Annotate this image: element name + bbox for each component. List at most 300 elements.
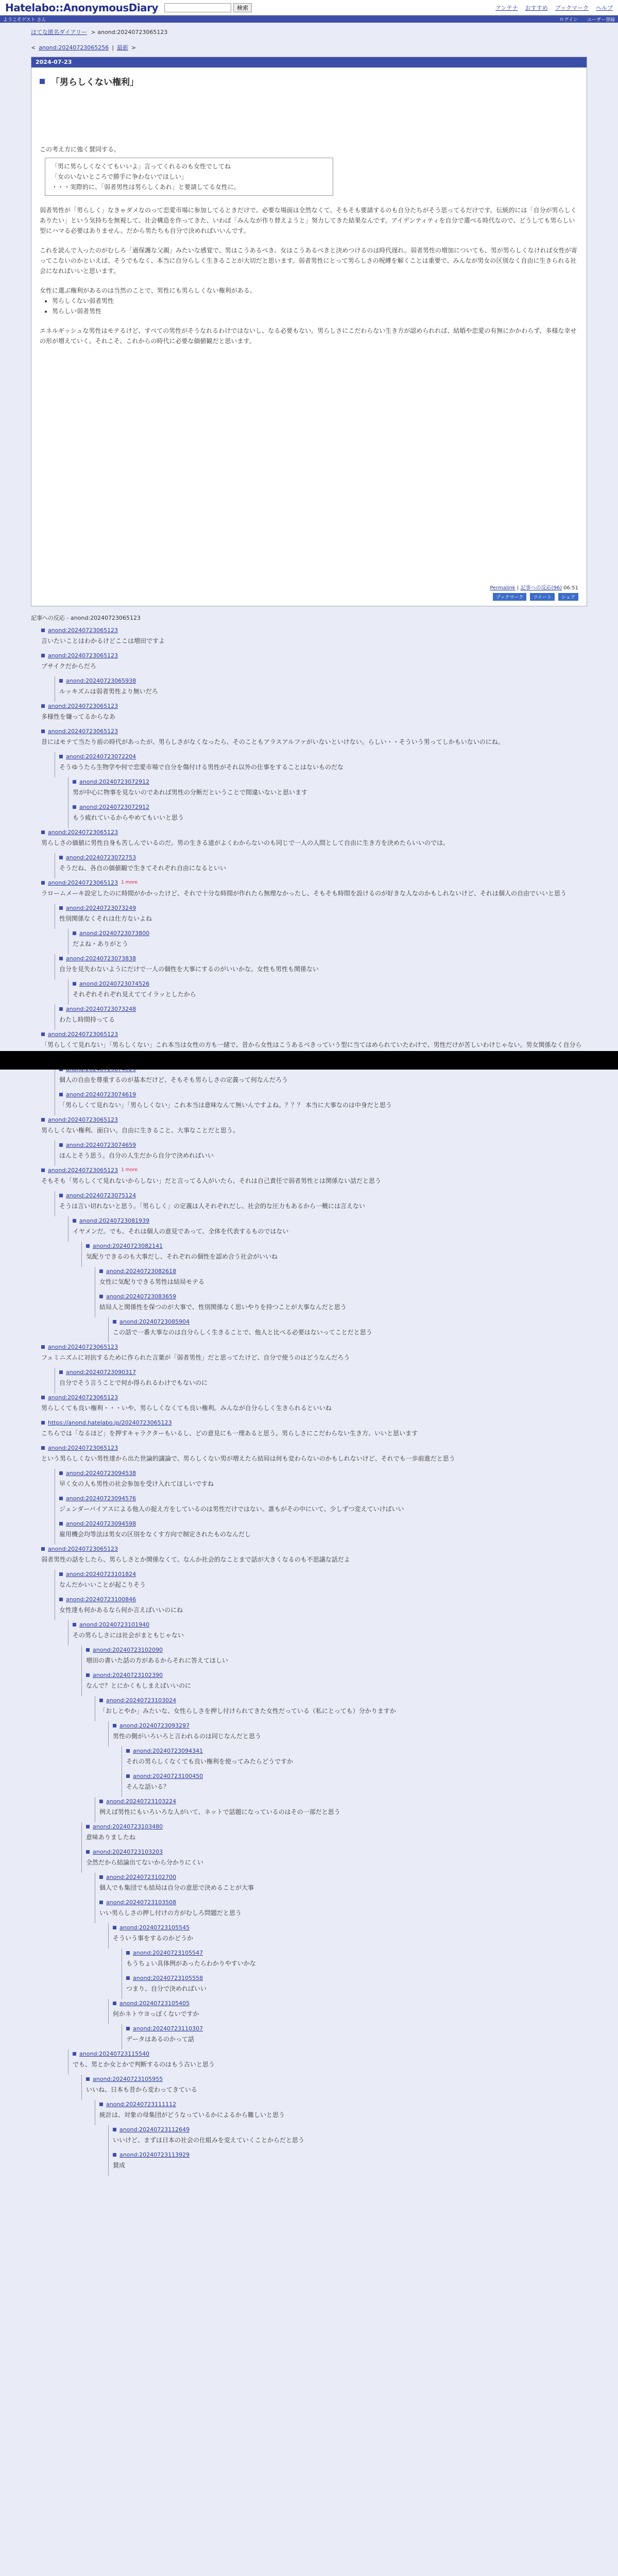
- comment-text: フェミニズムに対抗するために作られた言葉が「弱者男性」だと思ってたけど、自分で使うのはどうなんだろう: [41, 1354, 350, 1361]
- comment-text: 雇用機会均等法は男女の区別をなくす方向で制定されたものなんだし: [59, 1531, 251, 1538]
- comment-bullet-icon: [41, 1168, 45, 1172]
- comment-text: 統計は、対象の母集団がどうなっているかによるから難しいと思う: [99, 2111, 285, 2119]
- comment-id-link[interactable]: anond:20240723065123: [48, 626, 118, 634]
- comment-text: つまり、自分で決めればいい: [126, 1985, 207, 1992]
- comment-bullet-icon: [59, 1007, 63, 1011]
- comment-text: 自分を見失わないようにだけで一人の個性を大事にするのがいいかな。女性も男性も関係ない: [59, 965, 319, 973]
- comment-id-link[interactable]: anond:20240723105955: [93, 2075, 163, 2082]
- comment-node: [41, 1444, 587, 1469]
- comment-bullet-icon: [99, 1800, 103, 1803]
- comment-text: 「おしとやか」みたいな、女性らしさを押し付けられてきた女性だっている（私にとっても）分かりますか: [99, 1707, 396, 1715]
- comment-id-link[interactable]: https://anond.hatelabo.jp/20240723065123: [48, 1419, 172, 1426]
- comment-bullet-icon: [86, 2077, 90, 2081]
- comment-node: [95, 1797, 587, 1822]
- comment-bullet-icon: [113, 1724, 116, 1727]
- top-bar: [0, 0, 618, 15]
- comment-text: 意味ありましたね: [86, 1834, 136, 1841]
- reactions-link[interactable]: 記事への反応(96): [520, 585, 562, 591]
- comment-id-link[interactable]: anond:20240723065123: [48, 1545, 118, 1552]
- comment-text: 言いたいことはわかるけどここは増田ですよ: [41, 637, 165, 645]
- comment-id-link[interactable]: anond:20240723074659: [66, 1141, 136, 1148]
- comment-bullet-icon: [99, 1875, 103, 1879]
- comment-id-link[interactable]: anond:20240723105547: [133, 1949, 203, 1956]
- article-footer: Permalink | 記事への反応(96) 06:51: [490, 585, 578, 591]
- comment-head: [59, 1494, 587, 1502]
- comment-id-link[interactable]: anond:20240723065123: [48, 702, 118, 709]
- comment-bullet-icon: [86, 1244, 90, 1248]
- comment-head: [99, 1696, 587, 1704]
- comment-node: [108, 1721, 587, 1747]
- comment-head: [59, 1595, 587, 1603]
- comment-head: [73, 979, 587, 988]
- comment-text: 自分でそう言うことで何か得られるわけでもないのに: [59, 1379, 208, 1386]
- welcome-text: ようこそゲスト さん: [3, 17, 46, 23]
- comment-tree: [0, 626, 618, 2176]
- comment-text: データはあるのかって話: [126, 2036, 195, 2043]
- comment-text: 多様性を嫌ってるからなあ: [41, 713, 116, 720]
- comment-head: [41, 878, 587, 887]
- comment-head: [126, 1948, 587, 1957]
- login-link[interactable]: ログイン: [559, 17, 578, 23]
- link-recommend[interactable]: おすすめ: [525, 4, 548, 11]
- comment-id-link[interactable]: anond:20240723110307: [133, 2025, 203, 2032]
- comment-id-link[interactable]: anond:20240723065938: [66, 677, 136, 684]
- comment-head: [41, 1343, 587, 1351]
- comment-id-link[interactable]: anond:20240723103024: [106, 1697, 177, 1704]
- comment-id-link[interactable]: anond:20240723111112: [106, 2100, 177, 2108]
- comment-bullet-icon: [59, 1370, 63, 1374]
- comment-node: [55, 1570, 587, 1595]
- comment-node: [68, 1620, 587, 1646]
- comment-text: 全然だから結論出てないから分かりにくい: [86, 1859, 204, 1866]
- breadcrumb: はてな匿名ダイアリー > anond:20240723065123: [31, 29, 168, 36]
- comment-text: 男らしさの価値に男性自身も苦しんでいるのだ。男の生きる道がよくわからないのも同じで一人の人間として自由に生き方を決めたらいいのでは。: [41, 839, 450, 846]
- comment-id-link[interactable]: anond:20240723073249: [66, 904, 136, 911]
- comment-text: 何かネトウヨっぽくないですか: [113, 2010, 199, 2018]
- comment-id-link[interactable]: anond:20240723072753: [66, 854, 136, 861]
- article-body: [31, 144, 587, 357]
- link-help[interactable]: ヘルプ: [596, 4, 613, 11]
- comment-node: [122, 1772, 587, 1797]
- comment-text: 男性の側がいろいろと言われるのは同じなんだと思う: [113, 1733, 262, 1740]
- comment-node: [55, 1005, 587, 1030]
- comment-text: そんな話いる？: [126, 1783, 170, 1790]
- comment-head: [59, 1191, 587, 1199]
- comment-head: [59, 752, 587, 760]
- comment-id-link[interactable]: anond:20240723100846: [66, 1596, 136, 1603]
- comment-node: [95, 2100, 587, 2125]
- comment-node: [41, 727, 587, 752]
- comment-bullet-icon: [113, 2153, 116, 2157]
- comment-bullet-icon: [73, 2052, 76, 2056]
- comment-head: [59, 1090, 587, 1098]
- comment-head: [59, 1368, 587, 1376]
- comment-node: [81, 1671, 587, 1696]
- comment-bullet-icon: [59, 1497, 63, 1500]
- comment-text: イヤメンだ。でも、それは個人の意見であって、全体を代表するものではない: [73, 1228, 289, 1235]
- comment-head: [73, 803, 587, 811]
- comment-text: なんだかいいことが起こりそう: [59, 1581, 146, 1588]
- comment-id-link[interactable]: anond:20240723065123: [48, 1030, 118, 1038]
- comment-id-link[interactable]: anond:20240723065123: [48, 652, 118, 659]
- comment-id-link[interactable]: anond:20240723103508: [106, 1899, 177, 1906]
- comment-bullet-icon: [41, 629, 45, 632]
- comment-bullet-icon: [126, 2027, 130, 2030]
- comment-id-link[interactable]: anond:20240723074526: [79, 980, 150, 987]
- comment-bullet-icon: [59, 1143, 63, 1147]
- comment-node: [41, 1418, 587, 1444]
- comment-id-link[interactable]: anond:20240723081939: [79, 1217, 150, 1224]
- comment-id-link[interactable]: anond:20240723112649: [119, 2126, 190, 2133]
- comment-bullet-icon: [86, 1850, 90, 1854]
- comment-id-link[interactable]: anond:20240723083659: [106, 1293, 177, 1300]
- search-button[interactable]: 検索: [233, 3, 252, 12]
- comment-node: [81, 1646, 587, 1671]
- comment-text: なんで？とにかくもしまえばいいのに: [86, 1682, 192, 1689]
- comment-text: いいね、日本も昔から変わってきている: [86, 2086, 197, 2093]
- comment-bullet-icon: [73, 982, 76, 986]
- comment-head: [41, 651, 587, 659]
- comment-text: 女性達も何かあるなら何か言えばいいのにね: [59, 1606, 183, 1614]
- comment-head: [59, 1469, 587, 1477]
- article-paragraph: これを読んで入ったのがむしろ「過保護な父親」みたいな感覚で、男はこうあるべき、女はこうあるべきと決めつけるのは時代遅れ。弱者男性の増加についても、男が男らしくなければ女性が寄ってこないのかといえば、そうでもなく、本当に自分らしく生きることが大切だと思います。弱者男性にとって男らしさの呪縛を解くことは重要で、みんなが男女の区別なく自由に生きられる社会になればいいと思います。: [40, 247, 577, 275]
- comment-node: [41, 626, 587, 651]
- comment-node: [95, 1898, 587, 1923]
- comment-node: [41, 1545, 587, 1570]
- comment-head: [99, 1898, 587, 1906]
- comment-node: [108, 2150, 587, 2176]
- comment-id-link[interactable]: anond:20240723115540: [79, 2050, 150, 2057]
- comment-node: [122, 1974, 587, 1999]
- comment-head: [73, 1620, 587, 1629]
- comment-text: こちらでは「なるほど」を押すキャラクターもいるし、どの意見にも一理あると思う。男らしさにこだわらない生き方、いいと思います: [41, 1430, 418, 1437]
- comment-text: 「男らしくて見れない」「男らしくない」これ本当は意味なんて無いんですよね。？？？ 本当に大事なのは中身だと思う: [59, 1101, 392, 1109]
- comment-id-link[interactable]: anond:20240723093297: [119, 1722, 190, 1729]
- comment-head: [99, 1292, 587, 1300]
- prev-entry-link[interactable]: anond:20240723065256: [39, 44, 109, 51]
- link-antenna[interactable]: アンテナ: [495, 4, 518, 11]
- sub-bar: [0, 15, 618, 23]
- comment-node: [68, 979, 587, 1005]
- comment-text: わたし時間持ってる: [59, 1016, 115, 1023]
- comment-id-link[interactable]: anond:20240723085904: [119, 1318, 190, 1325]
- register-link[interactable]: ユーザー登録: [587, 17, 615, 23]
- comment-id-link[interactable]: anond:20240723082618: [106, 1267, 177, 1275]
- comment-text: 男らしくない権利、面白い。自由に生きること、大事なことだと思う。: [41, 1127, 239, 1134]
- comment-text: という男らしくない男性達から出た世論的議論で、男らしくない男が増えたら結局は何も変わらないのかもしれないけど、それでも一歩前進だと思う: [41, 1455, 455, 1462]
- article-list: [52, 296, 578, 316]
- comment-bullet-icon: [41, 1032, 45, 1036]
- comment-bullet-icon: [99, 2103, 103, 2106]
- comment-head: [86, 1822, 587, 1831]
- comment-id-link[interactable]: anond:20240723075124: [66, 1192, 136, 1199]
- comment-head: [99, 1797, 587, 1805]
- comment-bullet-icon: [113, 1320, 116, 1324]
- comment-bullet-icon: [59, 679, 63, 683]
- comment-bullet-icon: [41, 1345, 45, 1349]
- comment-text: もうちょい具体例があったらわかりやすいかな: [126, 1960, 256, 1967]
- comment-id-link[interactable]: anond:20240723103203: [93, 1848, 163, 1855]
- comment-node: [108, 1317, 587, 1343]
- comment-bullet-icon: [86, 1673, 90, 1677]
- comment-id-link[interactable]: anond:20240723100450: [133, 1772, 203, 1780]
- comment-text: いい男らしさの押し付けの方がむしろ問題だと思う: [99, 1909, 242, 1917]
- comment-head: [113, 1999, 587, 2007]
- article-paragraph: 弱者男性が「男らしく」なきゃダメなのって恋愛市場に参加してるときだけで、必要な場面は全然なくて、そもそも要請するのも自分たちがそう思ってるだけです。伝統的には「自分が男らしくありたい」という気持ちを無視して、社会構造を作ってきた、いわば「みんなが作り替えようと」努力してきた結果なんです。アイデンティティを自分で選べる時代なので、どうしても男らしい型にハマる必要はありません。だから男たちも自分で決めればいいんです。: [40, 207, 577, 234]
- comment-id-link[interactable]: anond:20240723102090: [93, 1646, 163, 1653]
- comment-text: いいけど、まずは日本の社会の仕組みを変えていくことからだと思う: [113, 2137, 305, 2144]
- comment-id-link[interactable]: anond:20240723102390: [93, 1671, 163, 1679]
- comment-text: それぞれそれぞれ見えててイラッとしたから: [73, 991, 196, 998]
- article-title[interactable]: 「男らしくない権利」: [51, 77, 139, 88]
- tweet-button[interactable]: ツイート: [530, 593, 555, 601]
- comment-id-link[interactable]: anond:20240723102700: [106, 1873, 177, 1880]
- comment-text: そもそも「男らしくて見れないからしない」だと言ってる人がいたら、それは自己責任で弱者男性とは関係ない話だと思う: [41, 1177, 382, 1184]
- article-quote: [45, 158, 333, 196]
- comment-head: [126, 1772, 587, 1780]
- comment-id-link[interactable]: anond:20240723105545: [119, 1924, 190, 1931]
- comment-node: [55, 904, 587, 929]
- comment-bullet-icon: [59, 957, 63, 960]
- comment-bullet-icon: [41, 831, 45, 834]
- comment-head: [113, 2125, 587, 2133]
- comment-head: [99, 2100, 587, 2108]
- comment-node: [55, 1191, 587, 1216]
- comment-bullet-icon: [59, 1194, 63, 1197]
- comment-bullet-icon: [73, 1219, 76, 1223]
- comment-text: でも、男とか女とかで判断するのはもう古いと思う: [73, 2061, 215, 2068]
- more-badge[interactable]: 1 more: [121, 1167, 138, 1173]
- comment-id-link[interactable]: anond:20240723072912: [79, 778, 150, 785]
- comment-id-link[interactable]: anond:20240723094538: [66, 1469, 136, 1477]
- share-button[interactable]: シェア: [558, 593, 578, 601]
- comment-bullet-icon: [73, 805, 76, 809]
- comment-head: [113, 2150, 587, 2159]
- comment-id-link[interactable]: anond:20240723101824: [66, 1570, 136, 1578]
- comment-head: [73, 2049, 587, 2058]
- comment-head: [41, 1030, 587, 1038]
- comment-text: ラロームメーキ設定したのに時間がかかったけど、それで十分な時間が作れたら無理なかったし、そもそも時間を設けるのが好きな人なのかもしれないけど、それは個人の自由でいいと思う: [41, 890, 567, 897]
- comment-head: [86, 2075, 587, 2083]
- comment-head: [41, 1444, 587, 1452]
- comment-head: [59, 1570, 587, 1578]
- comment-head: [86, 1848, 587, 1856]
- comment-id-link[interactable]: anond:20240723094341: [133, 1747, 203, 1754]
- comment-text: その男らしさには社会がまともじゃない: [73, 1632, 184, 1639]
- comment-text: 女性に気配りできる男性は結局モテる: [99, 1278, 205, 1285]
- comment-node: [55, 676, 587, 702]
- comment-node: [41, 828, 587, 853]
- comment-head: [73, 929, 587, 937]
- comment-head: [59, 954, 587, 962]
- tree-header: 記事への反応 - anond:20240723065123: [31, 615, 141, 621]
- breadcrumb-home[interactable]: はてな匿名ダイアリー: [31, 29, 88, 36]
- comment-node: [108, 1999, 587, 2024]
- comment-node: [81, 1822, 587, 1848]
- comment-id-link[interactable]: anond:20240723103224: [106, 1798, 177, 1805]
- comment-text: 個人でも集団でも結局は自分の意思で決めることが大事: [99, 1884, 254, 1891]
- comment-text: 結局人と関係性を保つのが大事で、性別関係なく思いやりを持つことが大事なんだと思う: [99, 1303, 347, 1311]
- comment-node: [81, 1848, 587, 1873]
- comment-text: ブサイクだからだろ: [41, 663, 96, 670]
- comment-head: [113, 1721, 587, 1730]
- search-input[interactable]: [164, 3, 231, 12]
- share-bar: [31, 593, 587, 606]
- latest-link[interactable]: 最新: [117, 44, 129, 51]
- comment-bullet-icon: [86, 1648, 90, 1652]
- comment-id-link[interactable]: anond:20240723072204: [66, 753, 136, 760]
- site-logo[interactable]: Hatelabo::AnonymousDiary: [5, 1, 159, 14]
- comment-node: [81, 2075, 587, 2100]
- comment-id-link[interactable]: anond:20240723073800: [79, 929, 150, 937]
- article: [31, 57, 587, 606]
- comment-bullet-icon: [126, 1774, 130, 1778]
- comment-node: [41, 1393, 587, 1418]
- comment-bullet-icon: [41, 1396, 45, 1399]
- comment-bullet-icon: [126, 1976, 130, 1980]
- article-date: 2024-07-23: [31, 57, 587, 67]
- comment-bullet-icon: [41, 704, 45, 708]
- comment-id-link[interactable]: anond:20240723073248: [66, 1005, 136, 1012]
- comment-node: [55, 1519, 587, 1545]
- comment-node: [108, 2125, 587, 2150]
- comment-id-link[interactable]: anond:20240723094576: [66, 1495, 136, 1502]
- comment-head: [99, 1267, 587, 1275]
- comment-id-link[interactable]: anond:20240723065123: [48, 1444, 118, 1451]
- comment-head: [59, 1519, 587, 1528]
- comment-node: [95, 1267, 587, 1292]
- comment-text: ジェンダーバイアスによる他人の捉え方をしているのは男性だけではない。誰もがその中にいて、少しずつ変えていけばいい: [59, 1505, 404, 1513]
- article-paragraph: 女性に選ぶ権利があるのは当然のことで、男性にも男らしくない権利がある。: [40, 287, 256, 294]
- comment-node: [55, 752, 587, 777]
- comment-text: 性別関係なくそれは仕方ないよね: [59, 915, 152, 922]
- day-nav: < anond:20240723065256 | 最新 >: [31, 44, 136, 51]
- comment-id-link[interactable]: anond:20240723105558: [133, 1974, 203, 1981]
- comment-bullet-icon: [41, 730, 45, 733]
- comment-id-link[interactable]: anond:20240723103480: [93, 1823, 163, 1830]
- comment-bullet-icon: [113, 2128, 116, 2131]
- comment-bullet-icon: [73, 780, 76, 784]
- comment-head: [126, 1974, 587, 1982]
- article-spacer: [31, 357, 587, 583]
- comment-id-link[interactable]: anond:20240723065123: [48, 1343, 118, 1350]
- comment-node: [55, 1090, 587, 1115]
- link-bookmark[interactable]: ブックマーク: [555, 4, 589, 11]
- comment-bullet-icon: [41, 654, 45, 657]
- comment-text: 「男らしくて見れない」「男らしくない」これ本当は女性の方も一緒で、昔から女性はこうあるべきっていう型に当てはめられていたわけで、男性だけが苦しいわけじゃない。男女関係なく自分ら: [41, 1041, 582, 1048]
- comment-text: もう疲れているからやめてもいいと思う: [73, 814, 184, 821]
- comment-bullet-icon: [59, 1572, 63, 1576]
- comment-head: [73, 777, 587, 786]
- quote-text: 「男に男らしくなくてもいいよ」言ってくれるのも女性でしてね 「女のいないところで勝手に争わないでほしい」 ・・・実際的に、「弱者男性は男らしくあれ」と要請してる女性に。: [52, 163, 241, 191]
- comment-node: [122, 2024, 587, 2049]
- comment-text: そうは言い切れないと思う。「男らしく」の定義は人それぞれだし、社会的な圧力もあるから一概には言えない: [59, 1202, 366, 1210]
- comment-head: [126, 1747, 587, 1755]
- comment-node: [122, 1747, 587, 1772]
- comment-head: [41, 1393, 587, 1401]
- comment-bullet-icon: [73, 931, 76, 935]
- comment-head: [59, 1005, 587, 1013]
- comment-bullet-icon: [59, 1471, 63, 1475]
- comment-id-link[interactable]: anond:20240723065123: [48, 727, 118, 735]
- comment-node: [55, 1469, 587, 1494]
- comment-id-link[interactable]: anond:20240723073838: [66, 955, 136, 962]
- more-badge[interactable]: 1 more: [121, 880, 138, 885]
- comment-text: 弱者男性の話をしたら、男らしさとか関係なくて、なんか社会的なことまで話が大きくなるのも不思議な話だよ: [41, 1556, 350, 1563]
- comment-bullet-icon: [59, 856, 63, 859]
- comment-head: [86, 1646, 587, 1654]
- comment-head: [41, 702, 587, 710]
- redaction-bar: [0, 1051, 618, 1070]
- comment-text: 早く女の人も男性の社会参加を受け入れてほしいですね: [59, 1480, 214, 1487]
- comment-node: [68, 2049, 587, 2075]
- comment-bullet-icon: [126, 1951, 130, 1955]
- comment-text: 賛成: [113, 2162, 126, 2169]
- comment-bullet-icon: [41, 1421, 45, 1425]
- comment-id-link[interactable]: anond:20240723082141: [93, 1242, 163, 1249]
- permalink[interactable]: Permalink: [490, 585, 516, 591]
- comment-bullet-icon: [59, 906, 63, 910]
- comment-node: [55, 1494, 587, 1519]
- comment-bullet-icon: [59, 1522, 63, 1526]
- comment-head: [41, 1166, 587, 1174]
- comment-node: [55, 1141, 587, 1166]
- comment-id-link[interactable]: anond:20240723065123: [48, 828, 118, 836]
- comment-id-link[interactable]: anond:20240723090317: [66, 1368, 136, 1376]
- comment-id-link[interactable]: anond:20240723065123: [48, 879, 118, 886]
- comment-node: [55, 853, 587, 878]
- comment-head: [41, 1115, 587, 1124]
- comment-node: [68, 803, 587, 828]
- comment-text: そうゆうたら生物学や何で恋愛市場で自分を傷付ける男性がそれ以外の仕事をすることはないものだな: [59, 764, 344, 771]
- comment-node: [55, 1595, 587, 1620]
- comment-id-link[interactable]: anond:20240723113929: [119, 2151, 190, 2158]
- comment-text: 気配りできるのも大事だし、それぞれの個性を認め合う社会がいいね: [86, 1253, 278, 1260]
- list-item: • 男らしくない弱者男性: [52, 296, 578, 306]
- comment-text: そういう事をするのかどうか: [113, 1935, 194, 1942]
- comment-node: [41, 651, 587, 676]
- comment-id-link[interactable]: anond:20240723074619: [66, 1091, 136, 1098]
- comment-bullet-icon: [99, 1269, 103, 1273]
- comment-id-link[interactable]: anond:20240723105405: [119, 1999, 190, 2007]
- comment-bullet-icon: [59, 1093, 63, 1096]
- comment-head: [86, 1242, 587, 1250]
- comment-id-link[interactable]: anond:20240723065123: [48, 1394, 118, 1401]
- comment-node: [95, 1292, 587, 1317]
- comment-node: [81, 1242, 587, 1267]
- comment-bullet-icon: [99, 1699, 103, 1702]
- comment-node: [41, 1115, 587, 1141]
- comment-node: [41, 878, 587, 904]
- comment-id-link[interactable]: anond:20240723065123: [48, 1166, 118, 1174]
- comment-id-link[interactable]: anond:20240723065123: [48, 1116, 118, 1123]
- comment-bullet-icon: [73, 1623, 76, 1626]
- comment-bullet-icon: [86, 1825, 90, 1828]
- comment-bullet-icon: [41, 881, 45, 885]
- comment-id-link[interactable]: anond:20240723094598: [66, 1520, 136, 1527]
- bookmark-button[interactable]: ブックマーク: [493, 593, 526, 601]
- comment-bullet-icon: [113, 1926, 116, 1929]
- comment-id-link[interactable]: anond:20240723101940: [79, 1621, 150, 1628]
- comment-head: [59, 1141, 587, 1149]
- comment-head: [41, 828, 587, 836]
- comment-head: [113, 1923, 587, 1931]
- comment-head: [86, 1671, 587, 1679]
- comment-id-link[interactable]: anond:20240723072912: [79, 803, 150, 810]
- comment-head: [41, 626, 587, 634]
- comment-text: ルッキズムは弱者男性より無いだろ: [59, 688, 158, 695]
- comment-bullet-icon: [41, 1118, 45, 1122]
